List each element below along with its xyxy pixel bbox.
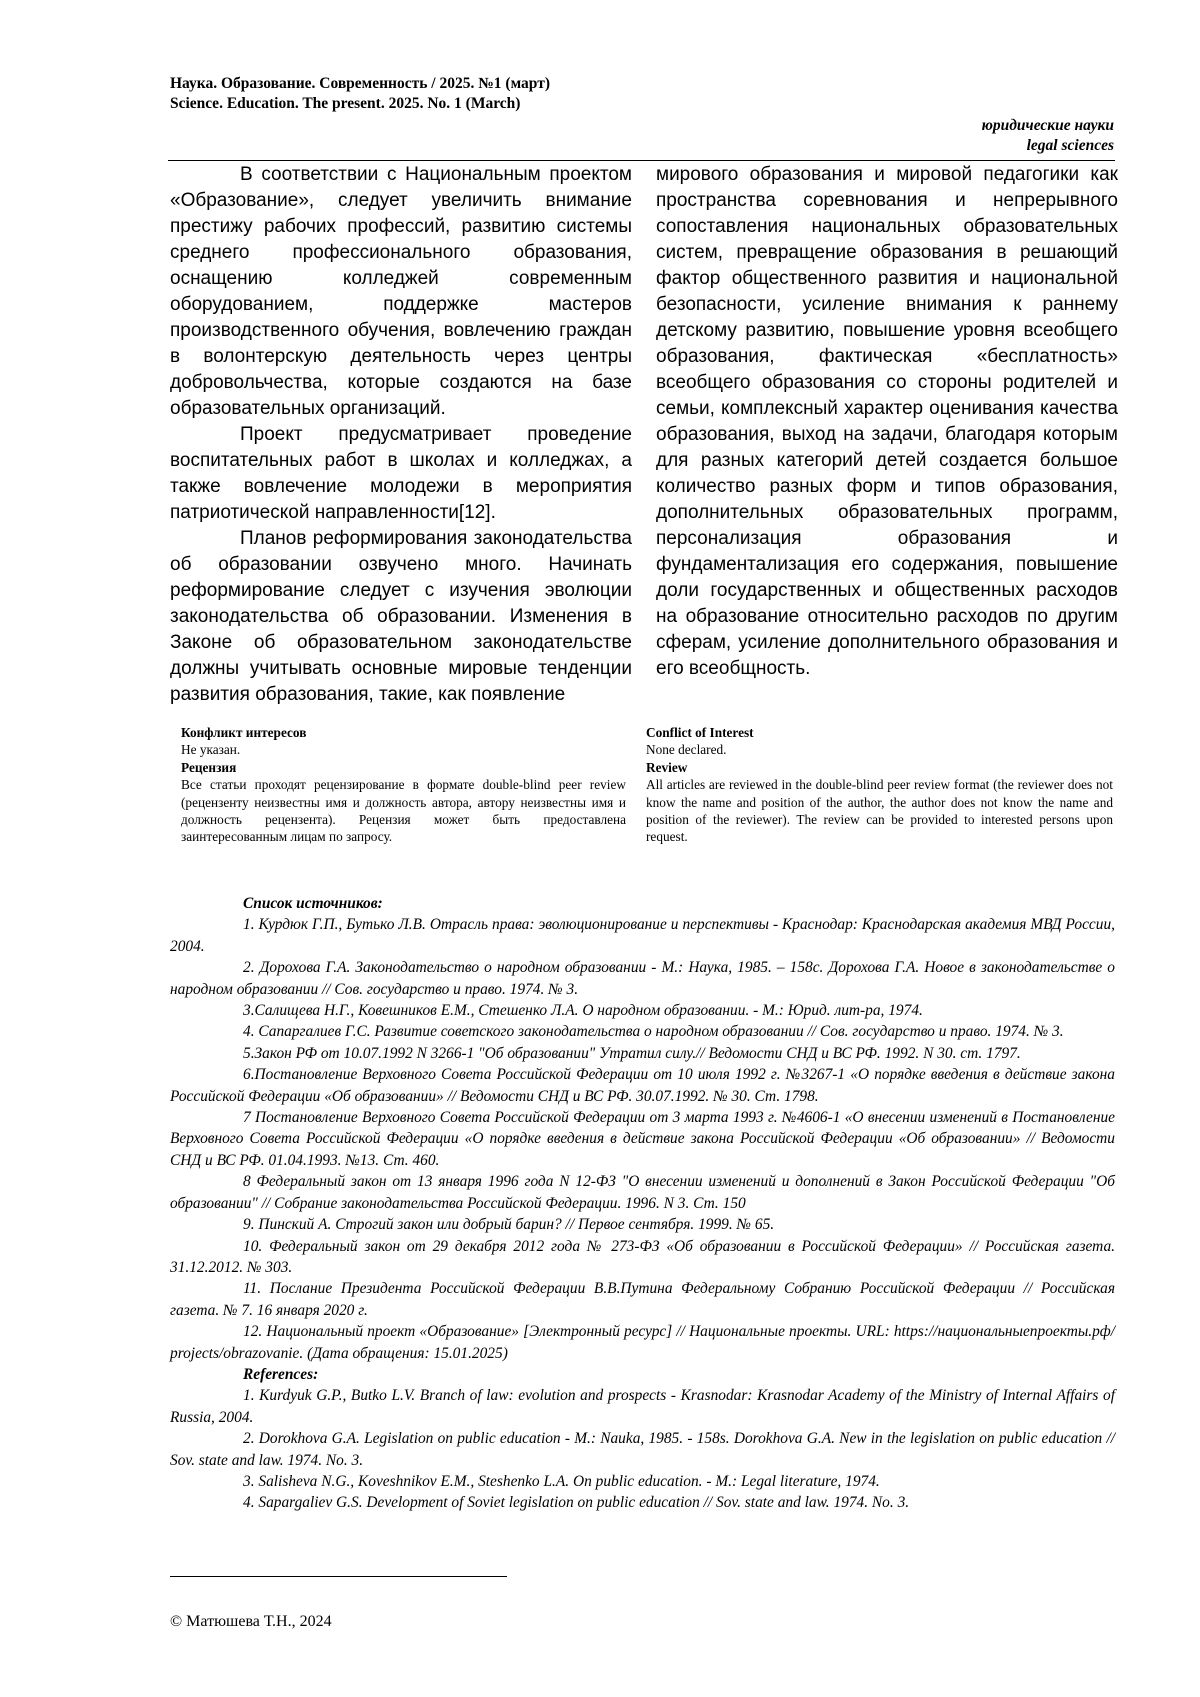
source-item: 8 Федеральный закон от 13 января 1996 года N 12-ФЗ "О внесении изменений и дополнений в Закон Российской Федерации "Об образовании" // Собрание законодательства Российской Федерации. 1996. N 3. Ст. 150	[170, 1173, 1115, 1212]
reference-item: 3. Salisheva N.G., Koveshnikov E.M., Steshenko L.A. On public education. - M.: Legal literature, 1974.	[243, 1472, 880, 1490]
source-item: 5.Закон РФ от 10.07.1992 N 3266-1 "Об образовании" Утратил силу.// Ведомости СНД и ВС РФ. 1992. N 30. ст. 1797.	[243, 1044, 1021, 1062]
conflict-heading-ru: Конфликт интересов	[181, 725, 307, 740]
source-item: 1. Курдюк Г.П., Бутько Л.В. Отрасль права: эволюционирование и перспективы - Краснодар: Краснодарская академия МВД России, 2004.	[170, 916, 1115, 955]
body-column-right	[656, 162, 1118, 682]
conflict-text-ru: Не указан.	[181, 742, 241, 758]
header-divider	[168, 160, 1115, 161]
copyright-notice: © Матюшева Т.Н., 2024	[170, 1613, 332, 1630]
source-item: 10. Федеральный закон от 29 декабря 2012 года № 273-ФЗ «Об образовании в Российской Федерации» // Российская газета. 31.12.2012. № 303.	[170, 1237, 1115, 1276]
references-heading: References:	[243, 1365, 319, 1383]
source-item: 4. Сапаргалиев Г.С. Развитие советского законодательства о народном образовании // Сов. государство и право. 1974. № 3.	[243, 1023, 1064, 1041]
section-label	[982, 116, 1114, 156]
review-heading-en: Review	[646, 759, 688, 775]
review-text-en: All articles are reviewed in the double-blind peer review format (the reviewer does not know the name and position of the author, the author does not know the name and position of the reviewer). The review can be provided to interested persons upon request.	[646, 777, 1113, 845]
source-item: 6.Постановление Верховного Совета Российской Федерации от 10 июля 1992 г. №3267-1 «О порядке введения в действие закона Российской Федерации «Об образовании» // Ведомости СНД и ВС РФ. 30.07.1992. № 30. Ст. 1798.	[170, 1066, 1115, 1105]
sources-heading: Список источников:	[243, 895, 383, 912]
body-paragraph: Планов реформирования законодательства об образовании озвучено много. Начинать реформирование следует с изучения эволюции законодательства об образовании. Изменения в Законе об образовательном законодательстве должны учитывать основные мировые тенденции развития образования, такие, как появление	[170, 528, 632, 705]
footnote-divider	[170, 1576, 507, 1577]
reference-item: 4. Sapargaliev G.S. Development of Soviet legislation on public education // Sov. state and law. 1974. No. 3.	[243, 1494, 910, 1512]
source-item: 3.Салищева Н.Г., Ковешников Е.М., Стешенко Л.А. О народном образовании. - М.: Юрид. лит-ра, 1974.	[243, 1002, 923, 1020]
journal-title-en: Science. Education. The present. 2025. No. 1 (March)	[170, 95, 521, 112]
source-item: 9. Пинский А. Строгий закон или добрый барин? // Первое сентября. 1999. № 65.	[243, 1216, 775, 1234]
source-item: 11. Послание Президента Российской Федерации В.В.Путина Федеральному Собранию Российской Федерации // Российская газета. № 7. 16 января 2020 г.	[170, 1280, 1115, 1319]
reference-lists	[170, 893, 1115, 1514]
review-heading-ru: Рецензия	[181, 759, 237, 775]
reference-item: 1. Kurdyuk G.P., Butko L.V. Branch of law: evolution and prospects - Krasnodar: Krasnodar Academy of the Ministry of Internal Affairs of Russia, 2004.	[170, 1387, 1115, 1426]
source-item: 7 Постановление Верховного Совета Российской Федерации от 3 марта 1993 г. №4606-1 «О внесении изменений в Постановление Верховного Совета Российской Федерации «О порядке введения в действие закона Российской Федерации «Об образовании» // Ведомости СНД и ВС РФ. 01.04.1993. №13. Ст. 460.	[170, 1109, 1115, 1169]
journal-title-ru: Наука. Образование. Современность / 2025. №1 (март)	[170, 75, 550, 92]
source-item: 12. Национальный проект «Образование» [Электронный ресурс] // Национальные проекты. URL: https://национальныепроекты.рф/ projects/obrazovanie. (Дата обращения: 15.01.2025)	[170, 1323, 1115, 1362]
conflict-text-en: None declared.	[646, 742, 727, 758]
section-label-en: legal sciences	[1026, 137, 1114, 154]
journal-header	[170, 74, 550, 114]
review-text-ru: Все статьи проходят рецензирование в формате double-blind peer review (рецензенту неизвестны имя и должность автора, автору неизвестны имя и должность рецензента). Рецензия может быть предоставлена заинтересованным лицам по запросу.	[181, 777, 626, 845]
body-column-left	[170, 162, 632, 708]
notes-ru	[181, 724, 626, 846]
notes-en	[646, 724, 1113, 846]
body-paragraph: Проект предусматривает проведение воспитательных работ в школах и колледжах, а также вовлечение молодежи в мероприятия патриотической направленности[12].	[170, 424, 632, 523]
body-paragraph: В соответствии с Национальным проектом «Образование», следует увеличить внимание престижу рабочих профессий, развитию системы среднего профессионального образования, оснащению колледжей современным оборудованием, поддержке мастеров производственного обучения, вовлечению граждан в волонтерскую деятельность через центры добровольчества, которые создаются на базе образовательных организаций.	[170, 164, 632, 419]
reference-item: 2. Dorokhova G.A. Legislation on public education - M.: Nauka, 1985. - 158s. Dorokhova G.A. New in the legislation on public education // Sov. state and law. 1974. No. 3.	[170, 1430, 1115, 1469]
source-item: 2. Дорохова Г.А. Законодательство о народном образовании - М.: Наука, 1985. – 158с. Дорохова Г.А. Новое в законодательстве о народном образовании // Сов. государство и право. 1974. № 3.	[170, 959, 1115, 998]
section-label-ru: юридические науки	[981, 117, 1114, 134]
body-paragraph: мирового образования и мировой педагогики как пространства соревнования и непрерывного сопоставления национальных образовательных систем, превращение образования в решающий фактор общественного развития и национальной безопасности, усиление внимания к раннему детскому развитию, повышение уровня всеобщего образования, фактическая «бесплатность» всеобщего образования со стороны родителей и семьи, комплексный характер оценивания качества образования, выход на задачи, благодаря которым для разных категорий детей создается большое количество разных форм и типов образования, дополнительных образовательных программ, персонализация образования и фундаментализация его содержания, повышение доли государственных и общественных расходов на образование относительно расходов по другим сферам, усиление дополнительного образования и его всеобщность.	[656, 164, 1118, 679]
conflict-heading-en: Conflict of Interest	[646, 725, 754, 740]
